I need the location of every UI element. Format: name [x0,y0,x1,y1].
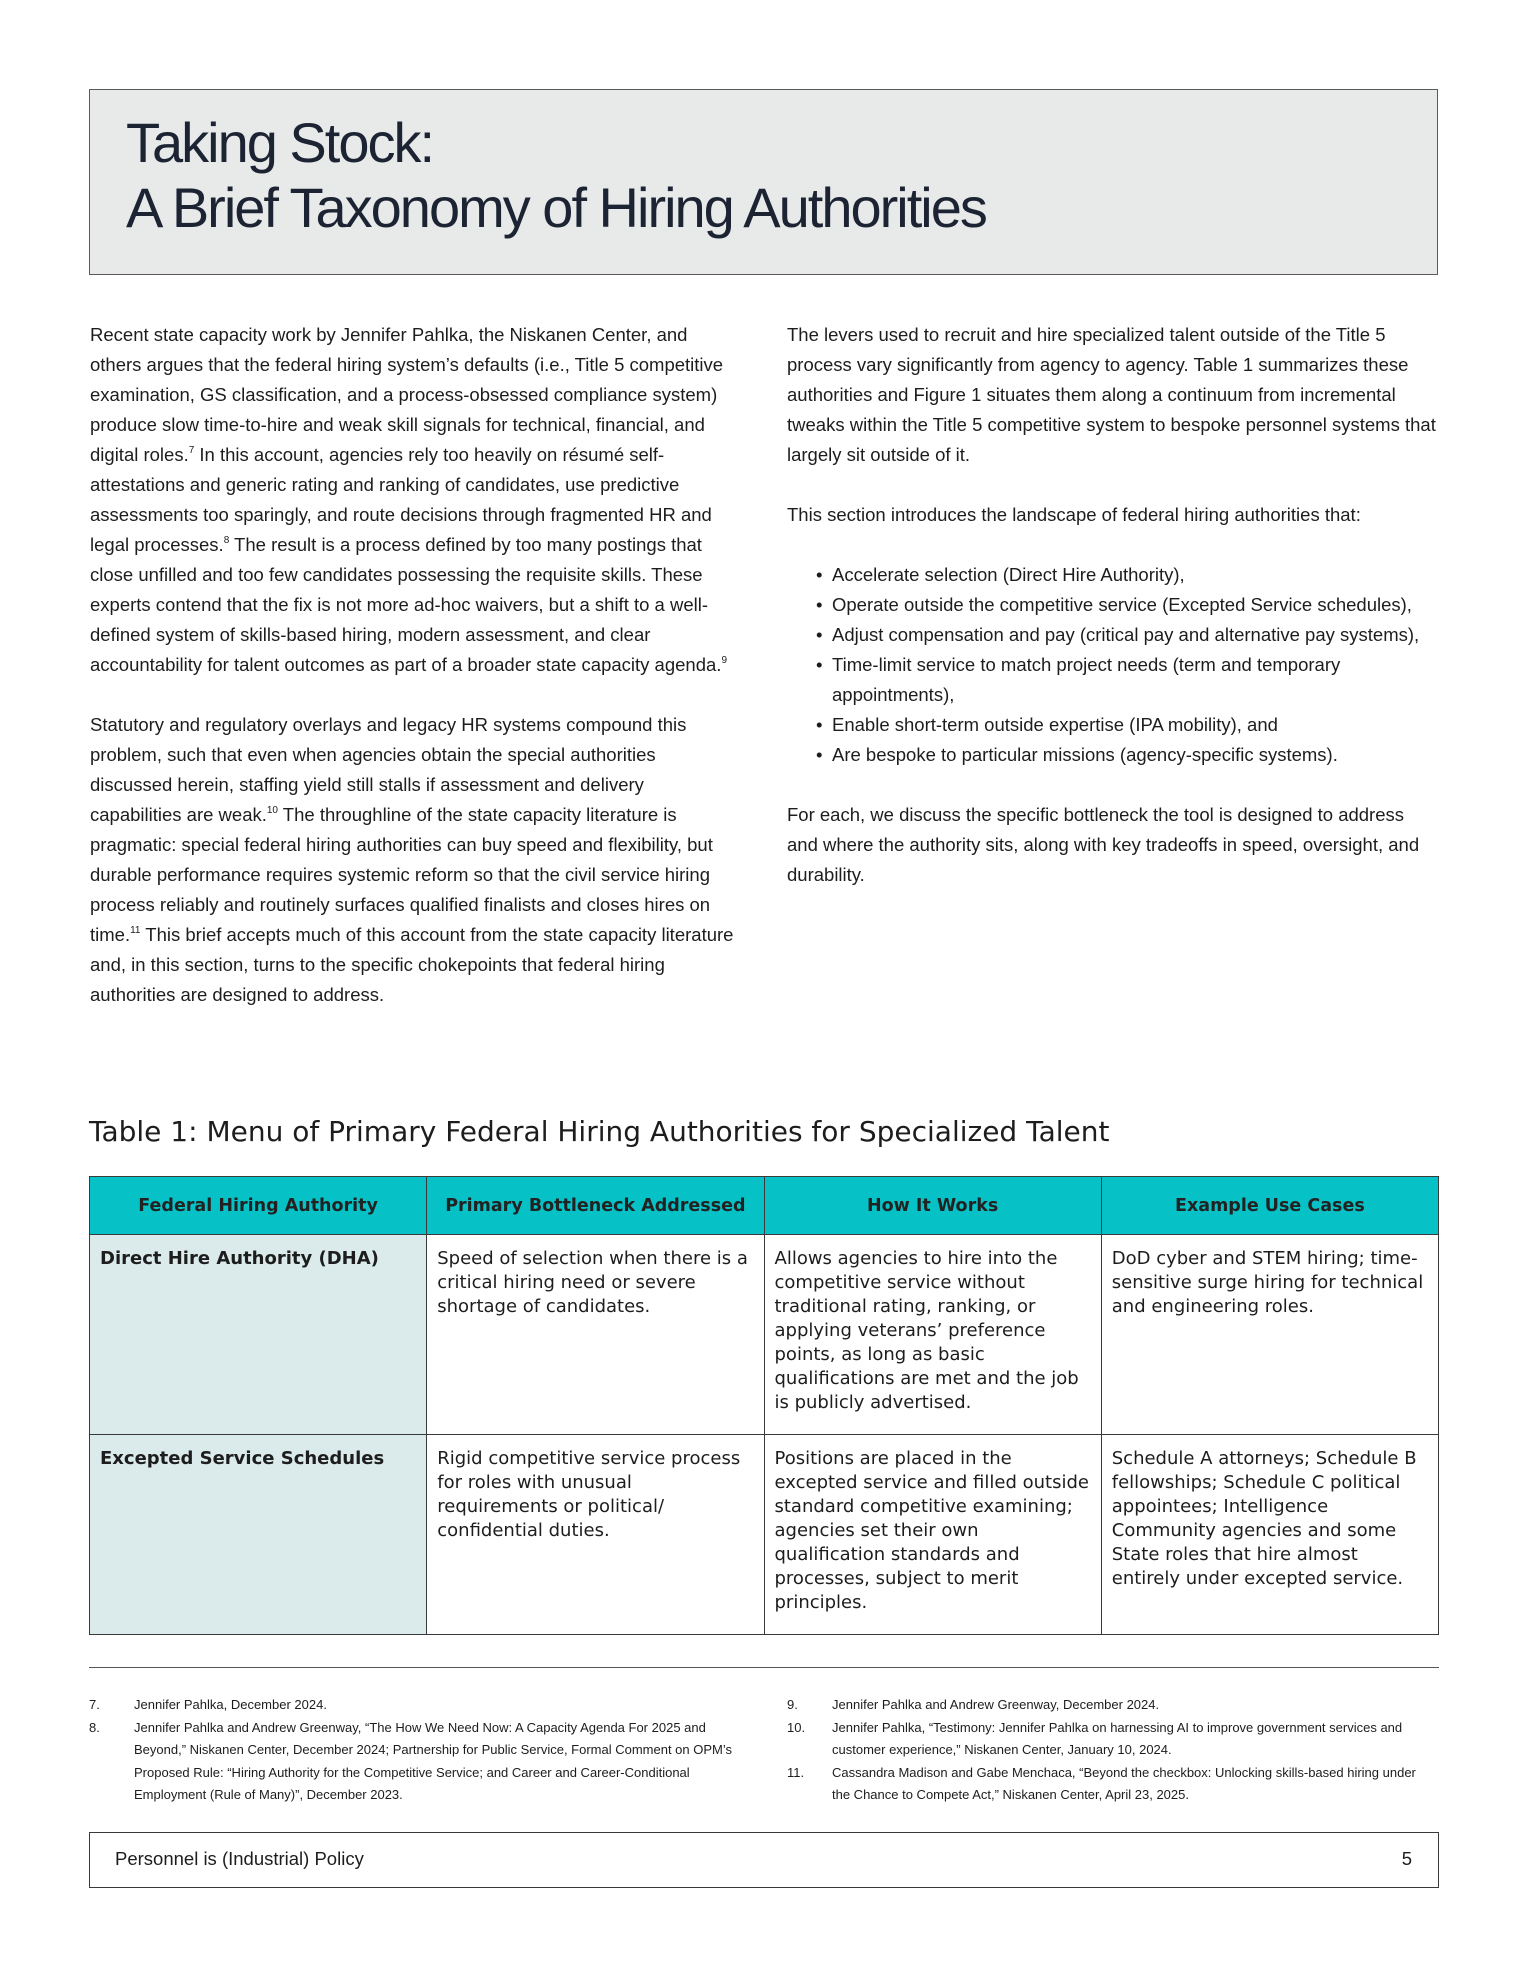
table-cell-how-it-works: Positions are placed in the excepted service and filled outside standard competitive examining; agencies set their own qualification standards and processes, subject to merit principles. [764,1435,1101,1635]
footnote-number: 7. [89,1697,100,1712]
footnote-text: Cassandra Madison and Gabe Menchaca, “Beyond the checkbox: Unlocking skills-based hiring under the Chance to Compete Act,” Niskanen Center, April 23, 2025. [832,1764,1416,1802]
right-paragraph-2: This section introduces the landscape of federal hiring authorities that: [787,504,1361,525]
list-item: • Operate outside the competitive service (Excepted Service schedules), [832,590,1437,620]
table-cell-authority: Excepted Service Schedules [90,1435,427,1635]
footnote-number: 11. [787,1764,805,1780]
list-item: • Enable short-term outside expertise (IPA mobility), and [832,710,1437,740]
footnote-text: Jennifer Pahlka and Andrew Greenway, December 2024. [832,1697,1160,1712]
table-header-cell: Example Use Cases [1101,1177,1438,1235]
table-cell-bottleneck: Speed of selection when there is a critical hiring need or severe shortage of candidates. [427,1235,764,1435]
left-paragraph-2: Statutory and regulatory overlays and legacy HR systems compound this problem, such that even when agencies obtain the special authorities discussed herein, staffing yield still stalls if assessment and delivery capabilities are weak.$^{10}$ The throughline of the state capacity literature is pragmatic: special federal hiring authorities can buy speed and flexibility, but durable performance requires systemic reform so that the civil service hiring process reliably and routinely surfaces qualified finalists and closes hires on time.$^{11}$ This brief accepts much of this account from the state capacity literature and, in this section, turns to the specific chokepoints that federal hiring authorities are designed to address. [90,714,734,1005]
footnote [89,1717,739,1807]
footnote [787,1717,1437,1762]
section-title-box [89,89,1438,275]
table-cell-use-cases: Schedule A attorneys; Schedule B fellowships; Schedule C political appointees; Intelligence Community agencies and some State roles that hire almost entirely under excepted service. [1101,1435,1438,1635]
table-header-cell: Primary Bottleneck Addressed [427,1177,764,1235]
table-title: Table 1: Menu of Primary Federal Hiring Authorities for Specialized Talent [89,1115,1110,1148]
footnote-number: 8. [89,1719,100,1735]
section-title-line-1: Taking Stock: [126,111,434,174]
table-cell-authority: Direct Hire Authority (DHA) [90,1235,427,1435]
table-cell-use-cases: DoD cyber and STEM hiring; time-sensitive surge hiring for technical and engineering roles. [1101,1235,1438,1435]
table-cell-bottleneck: Rigid competitive service process for roles with unusual requirements or political/ confidential duties. [427,1435,764,1635]
footnote-number: 9. [787,1697,798,1712]
page-number: 5 [1401,1848,1412,1869]
footnote-text: Jennifer Pahlka, December 2024. [134,1697,327,1712]
footnote-number: 10. [787,1719,806,1735]
publication-title: Personnel is (Industrial) Policy [115,1848,364,1869]
table-header-cell: Federal Hiring Authority [90,1177,427,1235]
left-text-column [90,320,740,1010]
section-title-line-2: A Brief Taxonomy of Hiring Authorities [126,176,986,239]
right-paragraph-1: The levers used to recruit and hire specialized talent outside of the Title 5 process vary significantly from agency to agency. Table 1 summarizes these authorities and Figure 1 situates them along a continuum from incremental tweaks within the Title 5 competitive system to bespoke personnel systems that largely sit outside of it. [787,324,1436,465]
list-item: • Adjust compensation and pay (critical pay and alternative pay systems), [832,620,1437,650]
hiring-authorities-table [89,1176,1439,1635]
list-item: • Time-limit service to match project needs (term and temporary appointments), [832,650,1437,710]
table-header-cell: How It Works [764,1177,1101,1235]
table-cell-how-it-works: Allows agencies to hire into the competitive service without traditional rating, ranking, or applying veterans’ preference points, as long as basic qualifications are met and the job is publicly advertised. [764,1235,1101,1435]
footnote-ref[interactable]: 10 [266,804,278,816]
footnote-ref[interactable]: 8 [223,534,230,546]
left-paragraph-1: Recent state capacity work by Jennifer Pahlka, the Niskanen Center, and others argues that the federal hiring system’s defaults (i.e., Title 5 competitive examination, GS classification, and a process-obsessed compliance system) produce slow time-to-hire and weak skill signals for technical, financial, and digital roles.$^7$ In this account, agencies rely too heavily on résumé self-attestations and generic rating and ranking of candidates, use predictive assessments too sparingly, and route decisions through fragmented HR and legal processes.$^8$ The result is a process defined by too many postings that close unfilled and too few candidates possessing the requisite skills. These experts contend that the fix is not more ad-hoc waivers, but a shift to a well-defined system of skills-based hiring, modern assessment, and clear accountability for talent outcomes as part of a broader state capacity agenda.$^9$ [90,324,727,675]
footnote-ref[interactable]: 11 [130,924,141,936]
right-text-column [787,320,1437,890]
footnotes-left [89,1694,739,1807]
table-header-row [90,1177,1439,1235]
footnote-text: Jennifer Pahlka and Andrew Greenway, “The How We Need Now: A Capacity Agenda For 2025 and Beyond,” Niskanen Center, December 2024; Partnership for Public Service, Formal Comment on OPM’s Proposed Rule: “Hiring Authority for the Competitive Service; and Career and Career-Conditional Employment (Rule of Many)”, December 2023. [134,1719,733,1802]
list-item: • Accelerate selection (Direct Hire Authority), [832,560,1437,590]
footnote-ref[interactable]: 7 [188,444,195,456]
right-paragraph-3: For each, we discuss the specific bottleneck the tool is designed to address and where the authority sits, along with key tradeoffs in speed, oversight, and durability. [787,804,1420,885]
footnote [787,1694,1437,1717]
list-item: • Are bespoke to particular missions (agency-specific systems). [832,740,1437,770]
footnote-ref[interactable]: 9 [721,654,727,666]
footnote [89,1694,739,1717]
footnote-text: Jennifer Pahlka, “Testimony: Jennifer Pahlka on harnessing AI to improve government services and customer experience,” Niskanen Center, January 10, 2024. [832,1719,1403,1757]
page-footer [89,1832,1439,1888]
authority-bullet-list [787,560,1437,770]
footnote [787,1762,1437,1807]
footnotes-right [787,1694,1437,1807]
table-row [90,1435,1439,1635]
footnote-divider [89,1667,1439,1668]
table-row [90,1235,1439,1435]
